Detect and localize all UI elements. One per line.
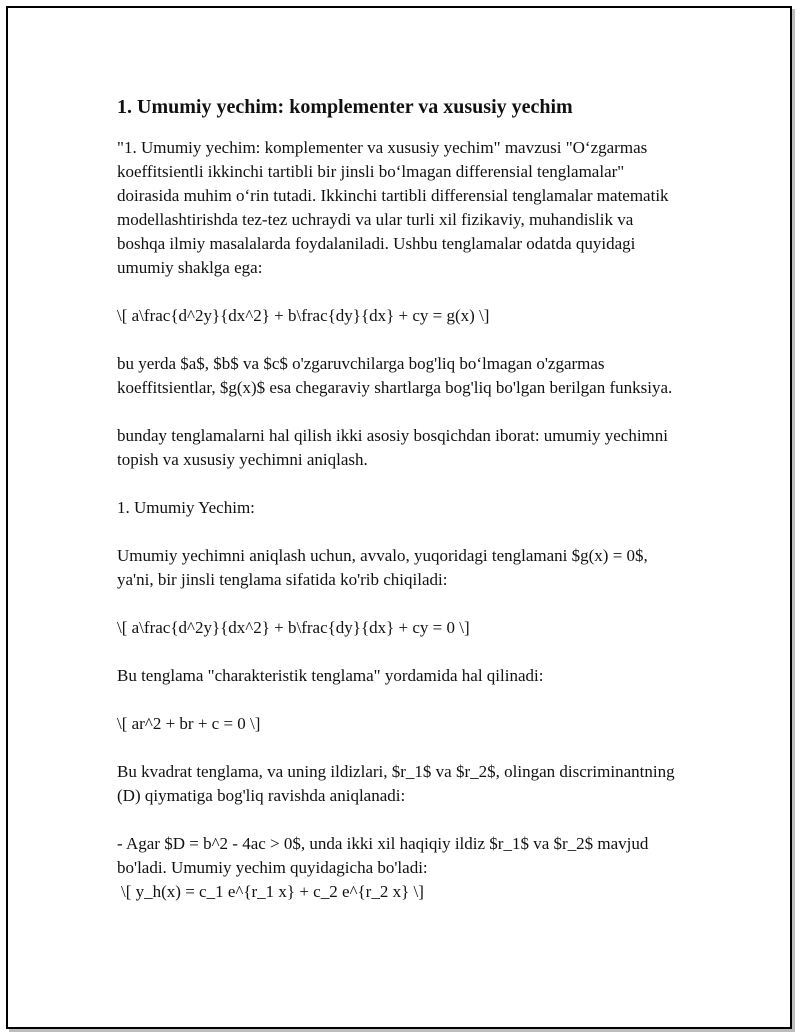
document-body — [117, 94, 677, 928]
paragraph-characteristic: Bu tenglama "charakteristik tenglama" yordamida hal qilinadi: — [117, 666, 544, 685]
subheading-general-solution: 1. Umumiy Yechim: — [117, 498, 255, 517]
equation-characteristic: \[ ar^2 + br + c = 0 \] — [117, 714, 261, 733]
paragraph-intro: "1. Umumiy yechim: komplementer va xususiy yechim" mavzusi "O‘zgarmas koeffitsientli ikkinchi tartibli bir jinsli bo‘lmagan differensial tenglamalar" doirasida muhim o‘rin tutadi. Ikkinchi tartibli differensial tenglamalar matematik modellashtirishda tez-tez uchraydi va ular turli xil fizikaviy, muhandislik va boshqa ilmiy masalalarda foydalaniladi. Ushbu tenglamalar odatda quyidagi umumiy shaklga ega: — [117, 138, 669, 277]
paragraph-roots: Bu kvadrat tenglama, va uning ildizlari, $r_1$ va $r_2$, olingan discriminantning (D) qiymatiga bog'liq ravishda aniqlanadi: — [117, 762, 675, 805]
equation-general: \[ a\frac{d^2y}{dx^2} + b\frac{dy}{dx} + cy = g(x) \] — [117, 306, 490, 325]
section-title: 1. Umumiy yechim: komplementer va xususiy yechim — [117, 96, 573, 118]
equation-homogeneous: \[ a\frac{d^2y}{dx^2} + b\frac{dy}{dx} + cy = 0 \] — [117, 618, 470, 637]
equation-homogeneous-solution: \[ y_h(x) = c_1 e^{r_1 x} + c_2 e^{r_2 x} \] — [121, 882, 424, 901]
paragraph-homogeneous: Umumiy yechimni aniqlash uchun, avvalo, yuqoridagi tenglamani $g(x) = 0$, ya'ni, bir jinsli tenglama sifatida ko'rib chiqiladi: — [117, 546, 648, 589]
paragraph-coefficients: bu yerda $a$, $b$ va $c$ o'zgaruvchilarga bog'liq bo‘lmagan o'zgarmas koeffitsientlar, $g(x)$ esa chegaraviy shartlarga bog'liq bo'lgan berilgan funksiya. — [117, 354, 673, 397]
list-item-real-roots: - Agar $D = b^2 - 4ac > 0$, unda ikki xil haqiqiy ildiz $r_1$ va $r_2$ mavjud bo'ladi. Umumiy yechim quyidagicha bo'ladi: — [117, 834, 649, 877]
paragraph-steps: bunday tenglamalarni hal qilish ikki asosiy bosqichdan iborat: umumiy yechimni topish va xususiy yechimni aniqlash. — [117, 426, 668, 469]
